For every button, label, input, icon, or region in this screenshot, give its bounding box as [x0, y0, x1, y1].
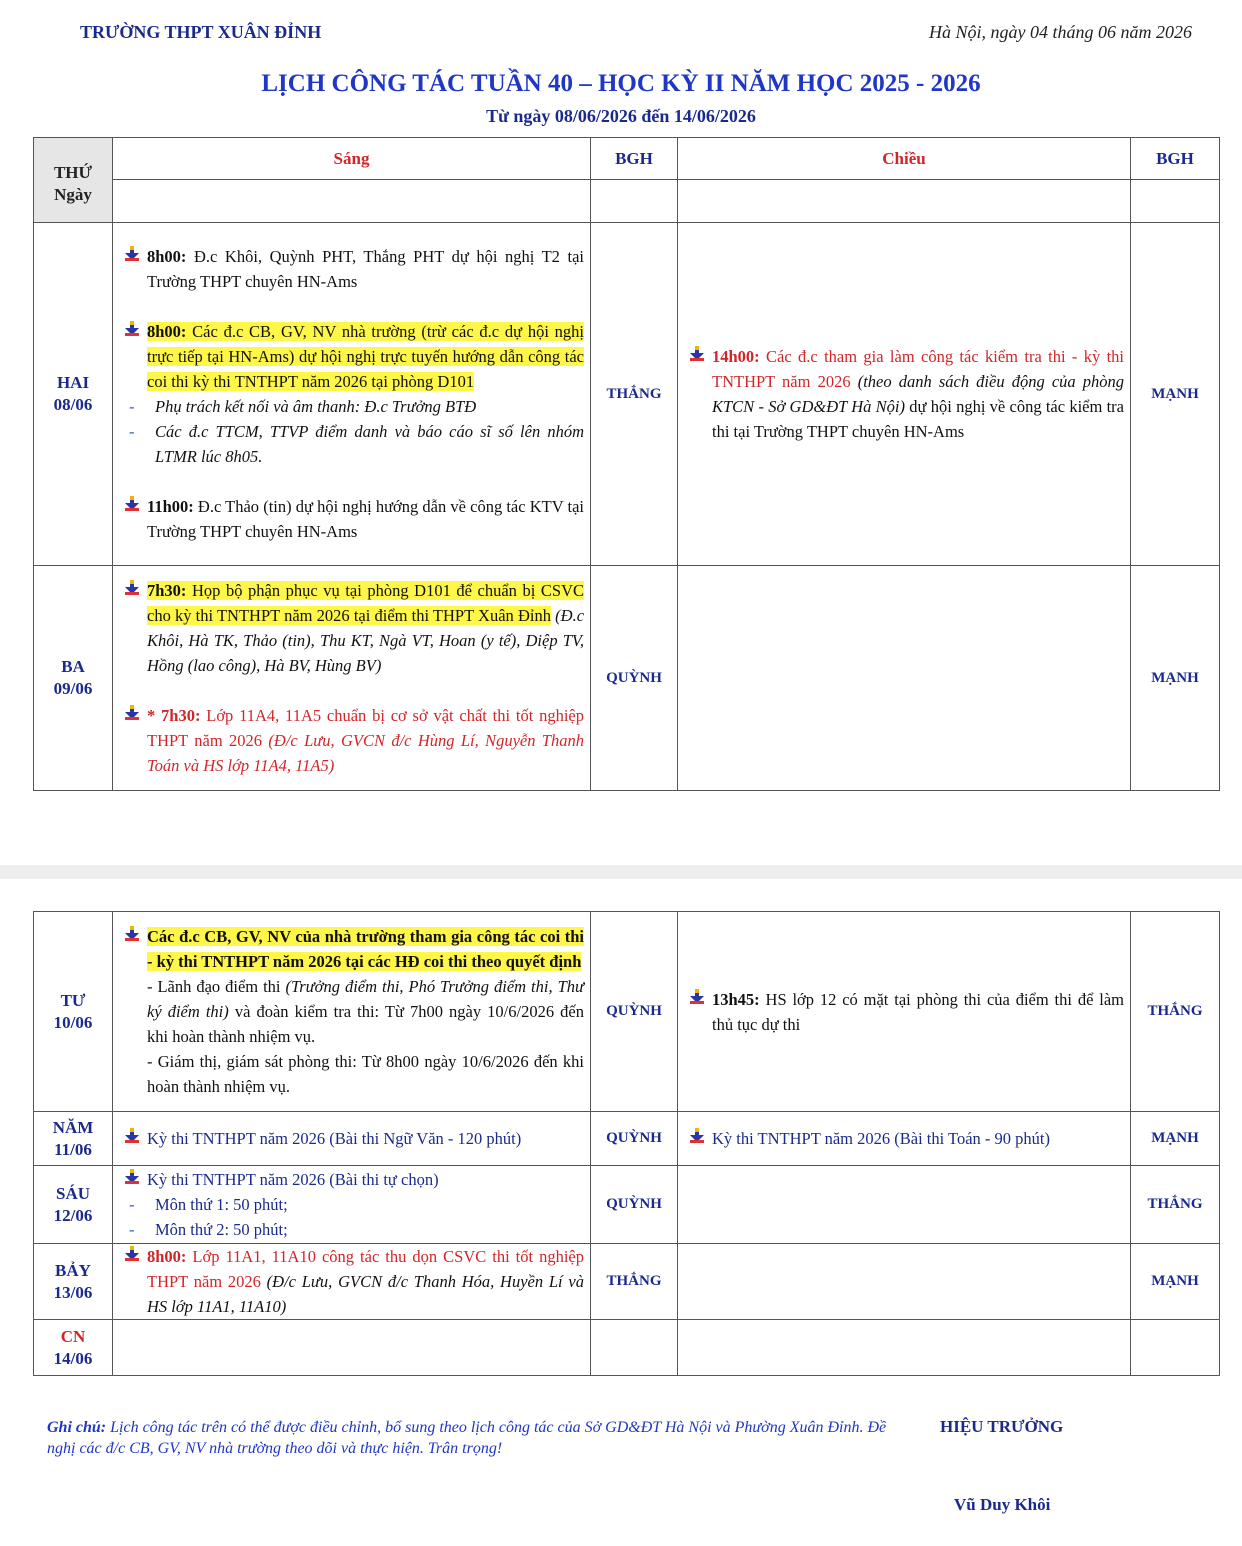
- item-text: Đ.c Thảo (tin) dự hội nghị hướng dẫn về công tác KTV tại Trường THPT chuyên HN-Ams: [147, 497, 584, 541]
- bgh-morning-sunday: [591, 1320, 678, 1376]
- bgh-morning-tuesday: QUỲNH: [591, 566, 678, 791]
- day-name: HAI: [56, 373, 90, 392]
- signer-name: Vũ Duy Khôi: [954, 1495, 1051, 1514]
- row-tuesday: [34, 566, 1220, 791]
- arrow-bullet-icon: [123, 319, 141, 341]
- item-text: Kỳ thi TNTHPT năm 2026 (Bài thi Ngữ Văn - 120 phút): [147, 1129, 522, 1148]
- schedule-item: [121, 1126, 584, 1151]
- sub-item: - Giám thị, giám sát phòng thi: Từ 8h00 ngày 10/6/2026 đến khi hoàn thành nhiệm vụ.: [147, 1052, 584, 1096]
- bgh-afternoon-monday: MẠNH: [1131, 223, 1220, 566]
- bgh-morning-thursday: QUỲNH: [591, 1112, 678, 1166]
- header-day: [34, 138, 113, 223]
- arrow-bullet-icon: [123, 1126, 141, 1148]
- day-cell-friday: [34, 1166, 113, 1244]
- item-time: 11h00:: [147, 497, 194, 516]
- note-label: Ghi chú:: [47, 1419, 107, 1436]
- afternoon-cell-friday: [678, 1166, 1131, 1244]
- morning-cell-friday: [113, 1166, 591, 1244]
- schedule-item: [686, 1126, 1124, 1151]
- header-spacer: [113, 180, 591, 223]
- day-date: 08/06: [53, 395, 93, 414]
- day-cell-saturday: [34, 1244, 113, 1320]
- sub-item: - Môn thứ 1: 50 phút;: [129, 1195, 288, 1214]
- item-text: Họp bộ phận phục vụ tại phòng D101 để chuẩn bị CSVC cho kỳ thi TNTHPT năm 2026 tại điểm thi THPT Xuân Đỉnh: [147, 581, 584, 625]
- day-cell-tuesday: [34, 566, 113, 791]
- row-monday: [34, 223, 1220, 566]
- day-date: 13/06: [53, 1282, 93, 1302]
- header-day-label: THỨ: [53, 163, 93, 182]
- item-text: Đ.c Khôi, Quỳnh PHT, Thắng PHT dự hội nghị T2 tại Trường THPT chuyên HN-Ams: [147, 247, 584, 291]
- day-cell-sunday: [34, 1320, 113, 1376]
- bgh-afternoon-friday: THẮNG: [1131, 1166, 1220, 1244]
- schedule-table-page2: [33, 911, 1220, 1376]
- arrow-bullet-icon: [123, 703, 141, 725]
- afternoon-cell-monday: [678, 223, 1131, 566]
- header-spacer: [591, 180, 678, 223]
- header-bgh-afternoon: BGH: [1131, 138, 1220, 180]
- day-date: 09/06: [53, 679, 93, 698]
- schedule-item: [121, 244, 584, 294]
- row-thursday: [34, 1112, 1220, 1166]
- sub-item-text: Các đ.c TTCM, TTVP điểm danh và báo cáo sĩ số lên nhóm LTMR lúc 8h05.: [155, 422, 584, 466]
- schedule-item: [121, 494, 584, 544]
- arrow-bullet-icon: [123, 924, 141, 946]
- bgh-afternoon-tuesday: MẠNH: [1131, 566, 1220, 791]
- header-spacer: [1131, 180, 1220, 223]
- schedule-table-page1: [33, 137, 1220, 791]
- note-text: Lịch công tác trên có thể được điều chỉnh, bổ sung theo lịch công tác của Sở GD&ĐT Hà Nội và Phường Xuân Đỉnh. Đề nghị các đ/c CB, GV, NV nhà trường theo dõi và thực hiện. Trân trọng!: [47, 1419, 887, 1457]
- morning-cell-tuesday: [113, 566, 591, 791]
- page-title: LỊCH CÔNG TÁC TUẦN 40 – HỌC KỲ II NĂM HỌC 2025 - 2026: [261, 70, 981, 97]
- sub-item-text: Phụ trách kết nối và âm thanh: Đ.c Trưởng BTĐ: [155, 397, 477, 416]
- sub-item-text: Môn thứ 2: 50 phút;: [155, 1220, 288, 1239]
- sub-item: [121, 974, 584, 1049]
- sub-item-text: và đoàn kiểm tra thi: Từ 7h00 ngày 10/6/2026 đến khi hoàn thành nhiệm vụ.: [147, 1002, 584, 1046]
- day-name: SÁU: [55, 1183, 90, 1203]
- item-time: 8h00:: [147, 322, 187, 341]
- arrow-bullet-icon: [123, 1167, 141, 1189]
- item-text-italic: (theo danh sách điều động của phòng KTCN - Sở GD&ĐT Hà Nội): [712, 372, 1124, 416]
- morning-cell-wednesday: [113, 912, 591, 1112]
- header-morning: Sáng: [113, 138, 591, 180]
- day-name: BA: [61, 657, 85, 676]
- item-text: Kỳ thi TNTHPT năm 2026 (Bài thi Toán - 90 phút): [712, 1129, 1050, 1148]
- sub-item: - Môn thứ 2: 50 phút;: [129, 1220, 288, 1239]
- item-text: Các đ.c tham gia làm công tác kiểm tra thi - kỳ thi TNTHPT năm 2026: [712, 347, 1124, 391]
- footer-note: [47, 1417, 907, 1459]
- header-bgh-morning: BGH: [591, 138, 678, 180]
- morning-cell-monday: [113, 223, 591, 566]
- item-text: Các đ.c CB, GV, NV của nhà trường tham gia công tác coi thi - kỳ thi TNTHPT năm 2026 tại các HĐ coi thi theo quyết định: [147, 927, 584, 971]
- schedule-item: [121, 1244, 584, 1319]
- item-text: dự hội nghị về công tác kiểm tra thi tại Trường THPT chuyên HN-Ams: [712, 397, 1124, 441]
- bgh-morning-monday: THẮNG: [591, 223, 678, 566]
- day-date: 11/06: [54, 1139, 92, 1159]
- item-time: 8h00:: [147, 247, 187, 266]
- item-text-italic: (Đ.c Khôi, Hà TK, Thảo (tin), Thu KT, Ngà VT, Hoan (y tế), Diệp TV, Hồng (lao công), Hà BV, Hùng BV): [147, 606, 585, 675]
- day-name: CN: [60, 1326, 86, 1346]
- row-sunday: [34, 1320, 1220, 1376]
- arrow-bullet-icon: [688, 987, 706, 1009]
- item-text: Lớp 11A1, 11A10 công tác thu dọn CSVC thi tốt nghiệp THPT năm 2026: [147, 1247, 584, 1291]
- row-saturday: [34, 1244, 1220, 1320]
- item-time: * 7h30:: [147, 706, 201, 725]
- item-text: Lớp 11A4, 11A5 chuẩn bị cơ sở vật chất thi tốt nghiệp THPT năm 2026: [147, 706, 584, 750]
- bgh-afternoon-sunday: [1131, 1320, 1220, 1376]
- schedule-item: [121, 924, 584, 974]
- bgh-morning-saturday: THẮNG: [591, 1244, 678, 1320]
- header-spacer: [678, 180, 1131, 223]
- schedule-item: [121, 578, 584, 678]
- item-time: 7h30:: [147, 581, 187, 600]
- page-break: [0, 865, 1242, 879]
- bgh-morning-friday: QUỲNH: [591, 1166, 678, 1244]
- school-name: TRƯỜNG THPT XUÂN ĐỈNH: [80, 22, 322, 42]
- arrow-bullet-icon: [688, 1126, 706, 1148]
- schedule-item: [686, 987, 1124, 1037]
- header-date-label: Ngày: [54, 185, 92, 204]
- arrow-bullet-icon: [123, 244, 141, 266]
- item-text: HS lớp 12 có mặt tại phòng thi của điểm thi để làm thủ tục dự thi: [712, 989, 1124, 1034]
- schedule-item: [121, 703, 584, 778]
- sub-item: - Các đ.c TTCM, TTVP điểm danh và báo cáo sĩ số lên nhóm LTMR lúc 8h05.: [129, 422, 584, 466]
- day-name: TƯ: [60, 990, 86, 1010]
- day-cell-wednesday: [34, 912, 113, 1112]
- day-name: NĂM: [52, 1117, 94, 1137]
- item-text: Các đ.c CB, GV, NV nhà trường (trừ các đ.c dự hội nghị trực tiếp tại HN-Ams) dự hội nghị trực tuyến hướng dẫn công tác coi thi kỳ thi TNTHPT năm 2026 tại phòng D101: [147, 322, 584, 391]
- arrow-bullet-icon: [123, 578, 141, 600]
- day-date: 10/06: [53, 1012, 93, 1032]
- sub-item: - Phụ trách kết nối và âm thanh: Đ.c Trưởng BTĐ: [129, 397, 477, 416]
- bgh-afternoon-thursday: MẠNH: [1131, 1112, 1220, 1166]
- sub-item-text: - Lãnh đạo điểm thi: [147, 977, 286, 996]
- morning-cell-thursday: [113, 1112, 591, 1166]
- page-subtitle: Từ ngày 08/06/2026 đến 14/06/2026: [486, 106, 756, 126]
- day-date: 14/06: [53, 1348, 93, 1368]
- afternoon-cell-tuesday: [678, 566, 1131, 791]
- item-time: 8h00:: [147, 1247, 187, 1266]
- day-cell-monday: [34, 223, 113, 566]
- day-cell-thursday: [34, 1112, 113, 1166]
- afternoon-cell-sunday: [678, 1320, 1131, 1376]
- schedule-item: [686, 344, 1124, 444]
- day-name: BẢY: [55, 1260, 91, 1280]
- bgh-afternoon-saturday: MẠNH: [1131, 1244, 1220, 1320]
- afternoon-cell-saturday: [678, 1244, 1131, 1320]
- day-date: 12/06: [53, 1205, 93, 1225]
- signer-title: HIỆU TRƯỞNG: [940, 1417, 1064, 1436]
- schedule-item: [121, 1167, 584, 1192]
- bgh-afternoon-wednesday: THẮNG: [1131, 912, 1220, 1112]
- item-text-italic: (Đ/c Lưu, GVCN đ/c Hùng Lí, Nguyễn Thanh Toán và HS lớp 11A4, 11A5): [147, 731, 584, 775]
- sub-item-text: Môn thứ 1: 50 phút;: [155, 1195, 288, 1214]
- bgh-morning-wednesday: QUỲNH: [591, 912, 678, 1112]
- document-date: Hà Nội, ngày 04 tháng 06 năm 2026: [929, 22, 1192, 42]
- header-afternoon: Chiều: [678, 138, 1131, 180]
- item-text-italic: (Đ/c Lưu, GVCN đ/c Thanh Hóa, Huyền Lí và HS lớp 11A1, 11A10): [147, 1272, 584, 1316]
- arrow-bullet-icon: [688, 344, 706, 366]
- arrow-bullet-icon: [123, 1244, 141, 1266]
- row-friday: [34, 1166, 1220, 1244]
- item-time: 13h45:: [712, 989, 760, 1009]
- morning-cell-saturday: [113, 1244, 591, 1320]
- schedule-item: [121, 319, 584, 394]
- row-wednesday: [34, 912, 1220, 1112]
- afternoon-cell-thursday: [678, 1112, 1131, 1166]
- morning-cell-sunday: [113, 1320, 591, 1376]
- sub-item-text-italic: (Trưởng điểm thi, Phó Trưởng điểm thi, Thư ký điểm thi): [147, 977, 584, 1021]
- item-text: Kỳ thi TNTHPT năm 2026 (Bài thi tự chọn): [147, 1170, 439, 1189]
- afternoon-cell-wednesday: [678, 912, 1131, 1112]
- arrow-bullet-icon: [123, 494, 141, 516]
- item-time: 14h00:: [712, 347, 760, 366]
